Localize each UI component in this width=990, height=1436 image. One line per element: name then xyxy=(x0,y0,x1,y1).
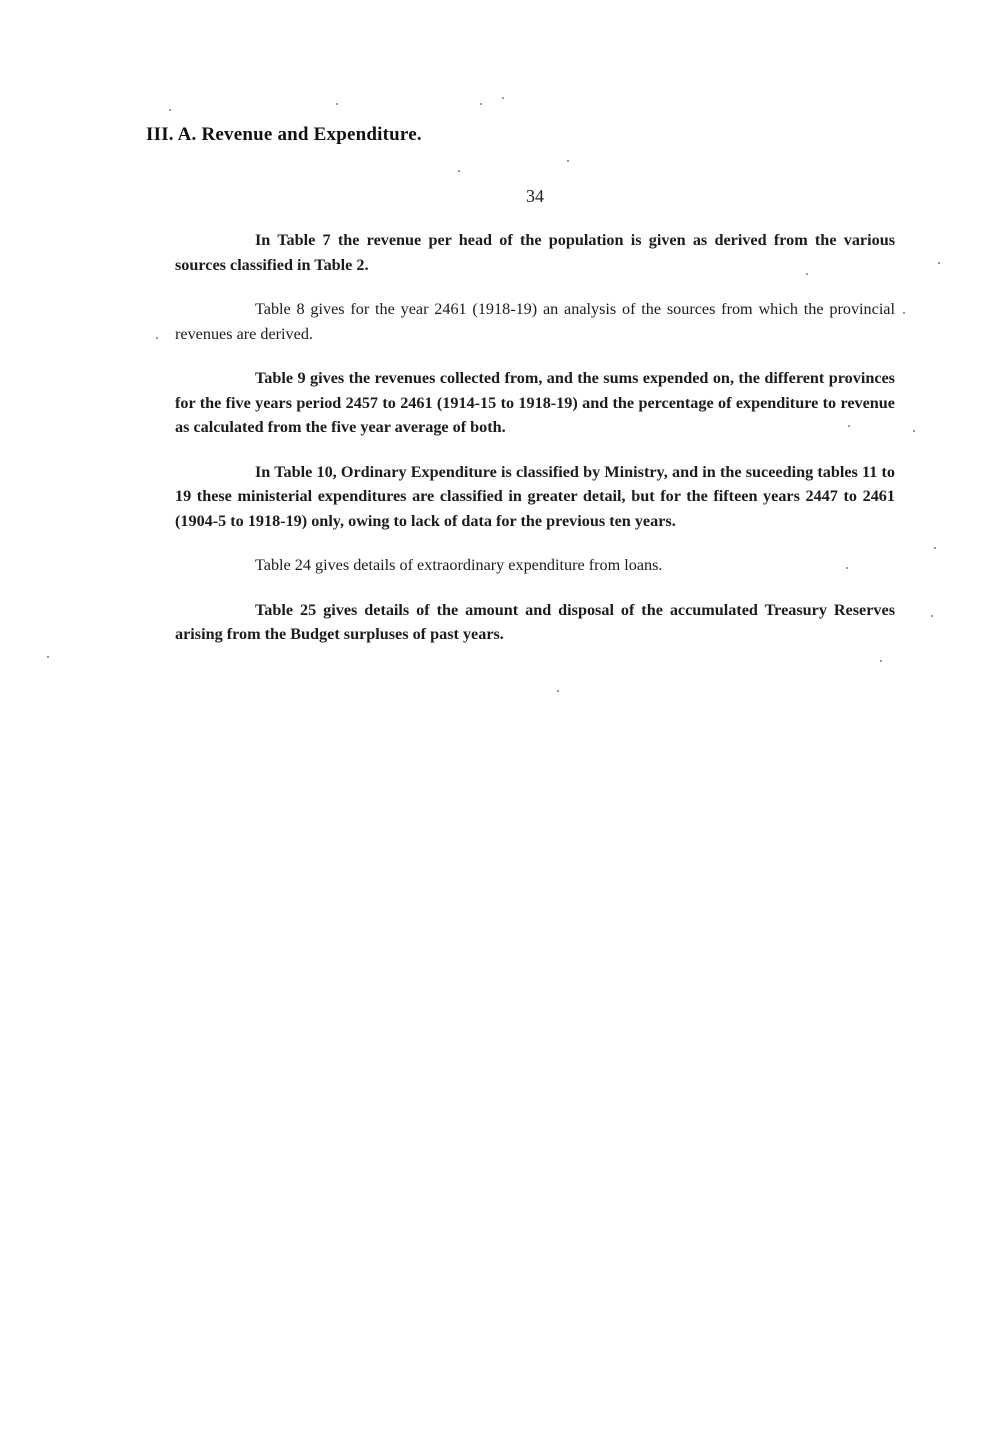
paragraph-table-8: Table 8 gives for the year 2461 (1918-19) an analysis of the sources from which the provincial revenues are derived. xyxy=(175,300,895,343)
section-heading: III. A. Revenue and Expenditure. xyxy=(146,124,422,145)
scan-speck xyxy=(169,109,171,111)
scan-speck xyxy=(567,160,569,162)
scan-speck xyxy=(931,615,933,617)
scan-speck xyxy=(846,567,848,569)
scan-speck xyxy=(934,547,936,549)
scan-speck xyxy=(156,337,158,339)
scan-speck xyxy=(336,103,338,105)
body-text xyxy=(175,228,895,667)
scan-speck xyxy=(880,660,882,662)
paragraph-table-24: Table 24 gives details of extraordinary expenditure from loans. xyxy=(255,556,663,574)
paragraph-table-25: Table 25 gives details of the amount and disposal of the accumulated Treasury Reserves arising from the Budget surpluses of past years. xyxy=(175,600,895,643)
paragraph-table-7: In Table 7 the revenue per head of the population is given as derived from the various sources classified in Table 2. xyxy=(175,231,895,274)
scan-speck xyxy=(848,425,850,427)
scan-speck xyxy=(913,430,915,432)
scan-speck xyxy=(502,97,504,99)
paragraph-table-9: Table 9 gives the revenues collected from, and the sums expended on, the different provinces for the five years period 2457 to 2461 (1914-15 to 1918-19) and the percentage of expenditure to revenue as calculated from the five year average of both. xyxy=(175,369,895,436)
page-number: 34 xyxy=(526,186,544,206)
scan-speck xyxy=(557,690,559,692)
scan-speck xyxy=(938,262,940,264)
scan-speck xyxy=(903,312,905,314)
scan-speck xyxy=(47,656,49,658)
scan-speck xyxy=(480,103,482,105)
scan-speck xyxy=(806,273,808,275)
scan-speck xyxy=(458,170,460,172)
paragraph-table-10: In Table 10, Ordinary Expenditure is classified by Ministry, and in the suceeding tables 11 to 19 these ministerial expenditures are classified in greater detail, but for the fifteen years 2447 to 2461 (1904-5 to 1918-19) only, owing to lack of data for the previous ten years. xyxy=(175,462,895,530)
